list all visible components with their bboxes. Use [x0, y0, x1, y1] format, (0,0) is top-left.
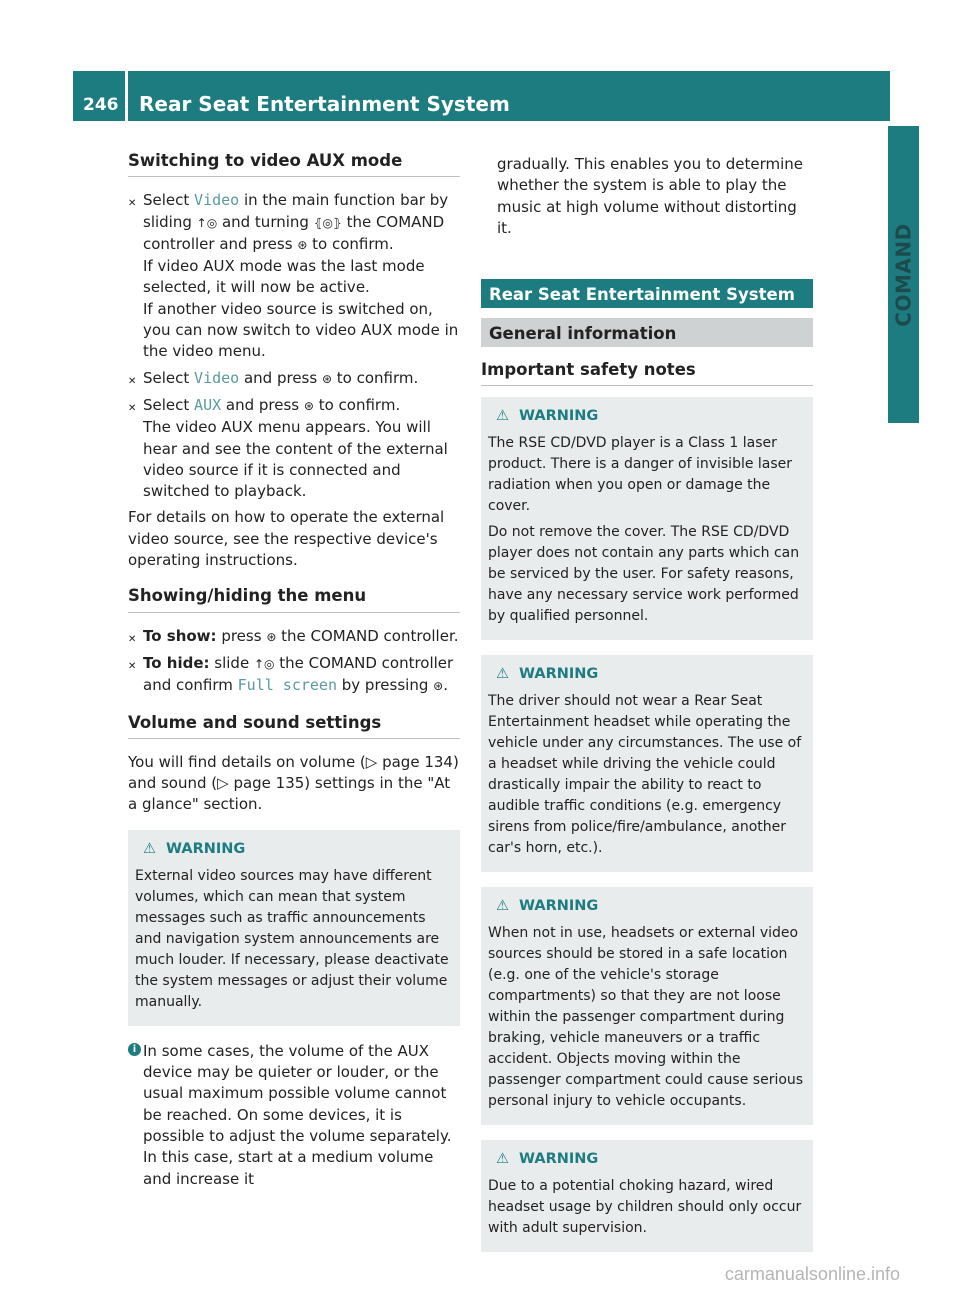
step-note: The video AUX menu appears. You will hear and see the content of the external video source if it is connected and switched to playback. — [143, 418, 448, 501]
menu-item-video: Video — [194, 368, 240, 387]
paragraph-volume: You will find details on volume (▷ page 134) and sound (▷ page 135) settings in the "At a glance" section. — [128, 752, 459, 814]
press-icon: ⊛ — [297, 237, 308, 252]
warning-box — [481, 1140, 813, 1252]
warning-icon: ⚠ — [496, 408, 509, 425]
text: the COMAND controller and confirm — [143, 653, 454, 695]
paragraph-external: For details on how to operate the external video source, see the respective device's operating instructions. — [128, 508, 445, 570]
section-title-volume: Volume and sound settings — [128, 712, 460, 739]
press-icon: ⊛ — [266, 629, 277, 644]
text: and press — [239, 368, 322, 387]
warning-label: WARNING — [519, 408, 599, 425]
step-select-video — [128, 190, 460, 362]
info-note — [128, 1041, 460, 1190]
press-icon: ⊛ — [321, 371, 333, 386]
warning-title — [496, 664, 805, 685]
menu-item-video: Video — [194, 191, 240, 210]
slide-icon: ↑◎ — [196, 215, 218, 230]
warning-box — [128, 830, 460, 1026]
side-tab-label — [888, 126, 919, 423]
text: to confirm. — [332, 368, 419, 387]
info-text: In some cases, the volume of the AUX device may be quieter or louder, or the usual maximum possible volume cannot be reached. On some devices, it is possible to adjust the volume separately. In this case, start at a medium volume and increase it — [143, 1041, 452, 1188]
step-show — [128, 626, 460, 648]
warning-label: WARNING — [519, 898, 599, 915]
left-column — [128, 150, 460, 1190]
chapter-title: Rear Seat Entertainment System — [139, 92, 510, 116]
side-tab-text: COMAND — [891, 222, 916, 327]
warning-icon: ⚠ — [496, 1151, 509, 1168]
text: slide — [209, 653, 254, 672]
warning-title — [496, 1149, 805, 1170]
section-title-menu: Showing/hiding the menu — [128, 585, 460, 612]
step-arrow-icon: ✕ — [128, 633, 137, 645]
text: to confirm. — [307, 234, 394, 253]
step-hide — [128, 653, 460, 698]
page-header — [73, 71, 890, 121]
text: and press — [221, 395, 304, 414]
warning-text: External video sources may have different volumes, which can mean that system messages such as traffic announcements and navigation system announcements are much louder. If necessary, please deactivate the system messages or adjust their volume manually. — [135, 867, 449, 1010]
text: Select — [143, 191, 195, 210]
warning-text: Do not remove the cover. The RSE CD/DVD player does not contain any parts which can be serviced by the user. For safety reasons, have any necessary service work performed by qualified personnel. — [488, 524, 800, 625]
section-title-safety: Important safety notes — [481, 359, 813, 386]
warning-icon: ⚠ — [143, 840, 156, 857]
section-band-rse: Rear Seat Entertainment System — [481, 279, 813, 308]
text: by pressing — [337, 676, 434, 695]
section-title-aux: Switching to video AUX mode — [128, 150, 460, 177]
text: to confirm. — [313, 395, 401, 414]
press-icon: ⊛ — [303, 398, 314, 413]
warning-icon: ⚠ — [496, 666, 509, 683]
turn-icon: ⦃◎⦄ — [313, 215, 342, 230]
press-icon: ⊛ — [433, 679, 444, 694]
subsection-band-general: General information — [481, 318, 813, 347]
step-select-video-2 — [128, 368, 460, 390]
text: the COMAND controller. — [276, 626, 459, 645]
step-label: To hide: — [143, 653, 210, 672]
warning-title — [143, 839, 452, 860]
warning-title — [496, 896, 805, 917]
text: . — [443, 676, 448, 695]
warning-title — [496, 406, 805, 427]
step-select-aux — [128, 395, 460, 502]
text: press — [216, 626, 267, 645]
warning-box — [481, 397, 813, 640]
slide-icon: ↑◎ — [253, 656, 275, 671]
menu-item-aux: AUX — [194, 395, 222, 414]
warning-label: WARNING — [519, 1151, 599, 1168]
footer-watermark: carmanualsonline.info — [724, 1264, 900, 1284]
warning-text: When not in use, headsets or external video sources should be stored in a safe location (e.g. one of the vehicle's storage compartments) so that they are not loose within the passenger compartment during braking, vehicle maneuvers or a traffic accident. Objects moving within the passenger compartment could cause serious personal injury to vehicle occupants. — [488, 925, 804, 1110]
text: the COMAND controller and press — [143, 212, 445, 253]
menu-item-full-screen: Full screen — [237, 676, 337, 695]
warning-box — [481, 887, 813, 1125]
continued-text: gradually. This enables you to determine whether the system is able to play the music at high volume without distorting it. — [497, 155, 803, 237]
step-note: If another video source is switched on, you can now switch to video AUX mode in the video menu. — [143, 299, 459, 361]
step-arrow-icon: ✕ — [128, 375, 137, 387]
info-icon: i — [128, 1043, 141, 1056]
warning-label: WARNING — [519, 666, 599, 683]
warning-label: WARNING — [166, 840, 246, 857]
step-label: To show: — [143, 626, 217, 645]
text: and turning — [217, 212, 314, 231]
text: in the main function bar by sliding — [143, 191, 449, 231]
text: Select — [143, 368, 195, 387]
page-number: 246 — [83, 95, 119, 115]
warning-icon: ⚠ — [496, 898, 509, 915]
warning-text: The RSE CD/DVD player is a Class 1 laser product. There is a danger of invisible laser radiation when you open or damage the cover. — [488, 435, 793, 515]
warning-text: Due to a potential choking hazard, wired headset usage by children should only occur with adult supervision. — [488, 1178, 802, 1237]
right-column — [481, 154, 813, 1267]
step-note: If video AUX mode was the last mode selected, it will now be active. — [143, 257, 425, 297]
warning-box — [481, 655, 813, 872]
step-arrow-icon: ✕ — [128, 402, 137, 414]
step-arrow-icon: ✕ — [128, 198, 137, 210]
text: Select — [143, 395, 195, 414]
warning-text: The driver should not wear a Rear Seat Entertainment headset while operating the vehicle under any circumstances. The use of a headset while driving the vehicle could drastically impair the ability to react to audible traffic conditions (e.g. emergency sirens from police/fire/ambulance, another car's horn, etc.). — [488, 693, 802, 857]
step-arrow-icon: ✕ — [128, 660, 137, 672]
